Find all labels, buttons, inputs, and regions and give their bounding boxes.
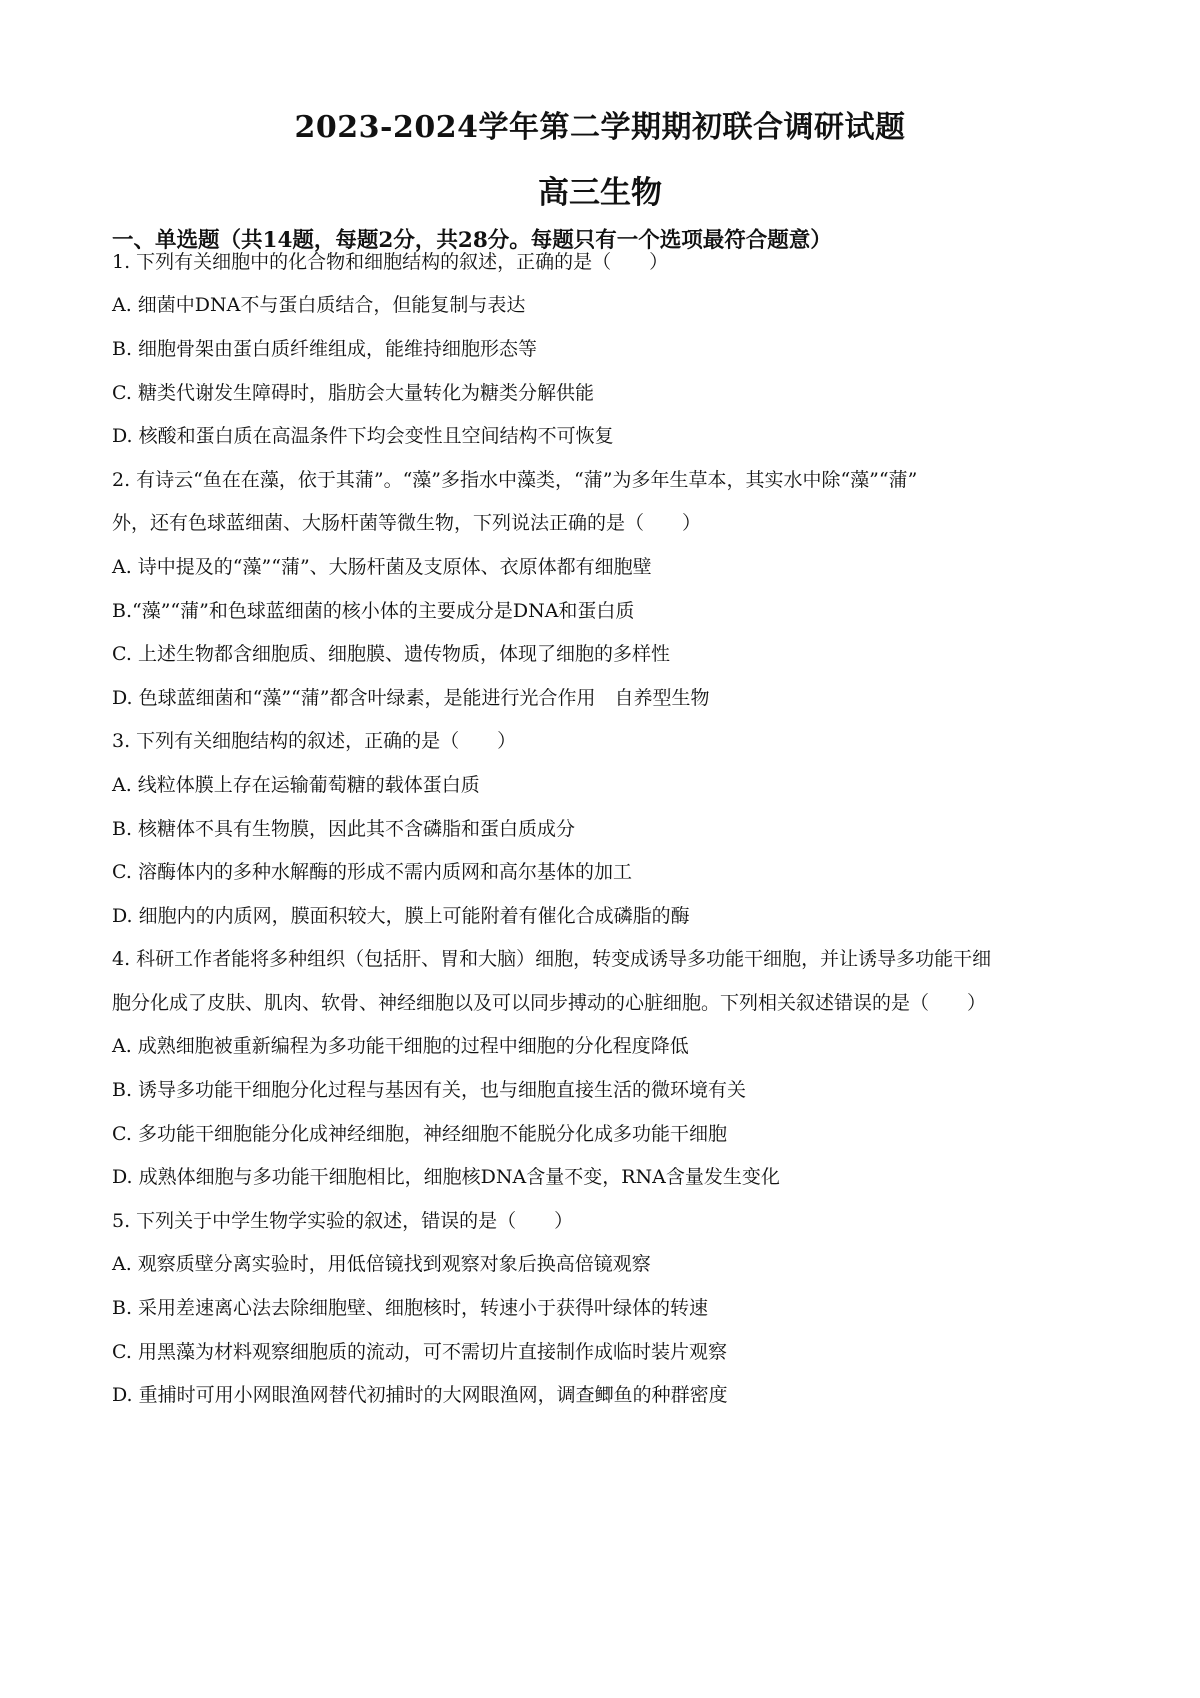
question-5-option-d: D. 重捕时可用小网眼渔网替代初捕时的大网眼渔网，调查鲫鱼的种群密度 (112, 1384, 728, 1406)
question-3-stem: 3. 下列有关细胞结构的叙述，正确的是（ ） (112, 730, 517, 752)
question-2-option-c: C. 上述生物都含细胞质、细胞膜、遗传物质，体现了细胞的多样性 (112, 643, 670, 665)
question-3-option-a: A. 线粒体膜上存在运输葡萄糖的载体蛋白质 (112, 774, 480, 796)
question-2-option-d: D. 色球蓝细菌和“藻”“蒲”都含叶绿素，是能进行光合作用 自养型生物 (112, 687, 710, 709)
question-5-option-b: B. 采用差速离心法去除细胞壁、细胞核时，转速小于获得叶绿体的转速 (112, 1297, 709, 1319)
question-4-option-c: C. 多功能干细胞能分化成神经细胞，神经细胞不能脱分化成多功能干细胞 (112, 1123, 727, 1145)
question-2-stem-line-1: 2. 有诗云“鱼在在藻，依于其蒲”。“藻”多指水中藻类，“蒲”为多年生草本，其实水中除“藻”“蒲” (112, 469, 918, 491)
question-4-stem-line-1: 4. 科研工作者能将多种组织（包括肝、胃和大脑）细胞，转变成诱导多功能干细胞，并让诱导多功能干细 (112, 948, 992, 970)
question-1-stem: 1. 下列有关细胞中的化合物和细胞结构的叙述，正确的是（ ） (112, 251, 669, 273)
question-2-stem-line-2: 外，还有色球蓝细菌、大肠杆菌等微生物，下列说法正确的是（ ） (112, 512, 702, 534)
question-1-option-d: D. 核酸和蛋白质在高温条件下均会变性且空间结构不可恢复 (112, 425, 614, 447)
question-4-option-a: A. 成熟细胞被重新编程为多功能干细胞的过程中细胞的分化程度降低 (112, 1035, 689, 1057)
subject-title: 高三生物 (538, 175, 662, 211)
question-4-stem-line-2: 胞分化成了皮肤、肌肉、软骨、神经细胞以及可以同步搏动的心脏细胞。下列相关叙述错误的是（ ） (112, 992, 987, 1014)
question-3-option-b: B. 核糖体不具有生物膜，因此其不含磷脂和蛋白质成分 (112, 818, 576, 840)
question-2-option-b: B.“藻”“蒲”和色球蓝细菌的核小体的主要成分是DNA和蛋白质 (112, 600, 635, 622)
question-1-option-c: C. 糖类代谢发生障碍时，脂肪会大量转化为糖类分解供能 (112, 382, 594, 404)
question-2-option-a: A. 诗中提及的“藻”“蒲”、大肠杆菌及支原体、衣原体都有细胞壁 (112, 556, 652, 578)
question-3-option-c: C. 溶酶体内的多种水解酶的形成不需内质网和高尔基体的加工 (112, 861, 632, 883)
question-5-stem: 5. 下列关于中学生物学实验的叙述，错误的是（ ） (112, 1210, 574, 1232)
question-1-option-a: A. 细菌中DNA不与蛋白质结合，但能复制与表达 (112, 294, 526, 316)
section-heading: 一、单选题（共14题，每题2分，共28分。每题只有一个选项最符合题意） (112, 228, 832, 253)
exam-title: 2023-2024学年第二学期期初联合调研试题 (294, 110, 906, 145)
question-5-option-c: C. 用黑藻为材料观察细胞质的流动，可不需切片直接制作成临时装片观察 (112, 1341, 727, 1363)
question-4-option-d: D. 成熟体细胞与多功能干细胞相比，细胞核DNA含量不变，RNA含量发生变化 (112, 1166, 780, 1188)
question-3-option-d: D. 细胞内的内质网，膜面积较大，膜上可能附着有催化合成磷脂的酶 (112, 905, 690, 927)
question-4-option-b: B. 诱导多功能干细胞分化过程与基因有关，也与细胞直接生活的微环境有关 (112, 1079, 747, 1101)
question-5-option-a: A. 观察质壁分离实验时，用低倍镜找到观察对象后换高倍镜观察 (112, 1253, 651, 1275)
question-1-option-b: B. 细胞骨架由蛋白质纤维组成，能维持细胞形态等 (112, 338, 538, 360)
